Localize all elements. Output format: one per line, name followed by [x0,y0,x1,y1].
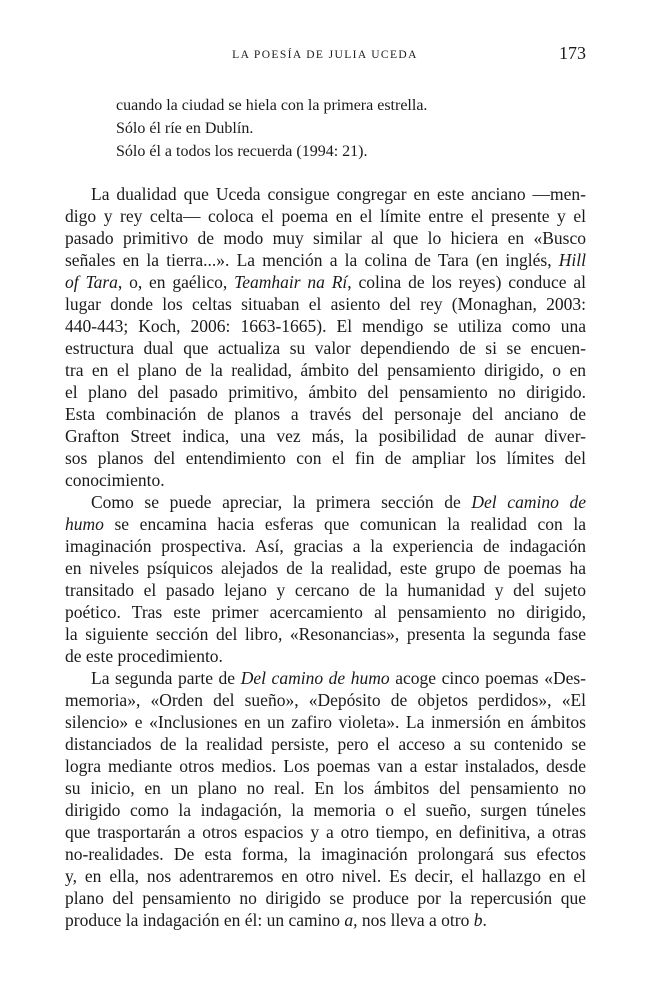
text-line [65,249,586,271]
text-line: en niveles psíquicos alejados de la realidad, este grupo de poemas ha [65,558,586,578]
text-line [65,491,586,513]
text-line: distanciados de la realidad persiste, pero el acceso a su contenido se [65,734,586,754]
running-header [0,43,650,67]
text-line: logra mediante otros medios. Los poemas van a estar instalados, desde [65,756,586,776]
text-line [65,513,586,535]
italic-title: humo [65,514,104,534]
text-run: acoge cinco poemas «Des- [389,668,587,688]
text-line: pasado primitivo de modo muy similar al que lo hiciera en «Busco [65,228,586,248]
text-run: Como se puede apreciar, la primera sección de [91,492,472,512]
text-line: no-realidades. De esta forma, la imaginación prolongará sus efectos [65,844,586,864]
text-run: , colina de los reyes) conduce al [347,272,586,292]
text-line: la siguiente sección del libro, «Resonancias», presenta la segunda fase [65,624,586,644]
text-line: el plano del pasado primitivo, ámbito del pensamiento no dirigido. [65,382,586,402]
italic-letter: a, [344,910,358,930]
body-text [65,183,586,931]
text-line: estructura dual que actualiza su valor dependiendo de si se encuen- [65,338,586,358]
text-line: de este procedimiento. [65,646,223,666]
text-run: se encamina hacia esferas que comunican la realidad con la [103,514,586,534]
text-line: poético. Tras este primer acercamiento al pensamiento no dirigido, [65,602,586,622]
text-line: dirigido como la indagación, la memoria o el sueño, surgen túneles [65,800,586,820]
italic-title: Teamhair na Rí [234,272,348,292]
text-line: silencio» e «Inclusiones en un zafiro violeta». La inmersión en ámbitos [65,712,586,732]
italic-title: Del camino de humo [240,668,390,688]
text-line: 440-443; Koch, 2006: 1663-1665). El mendigo se utiliza como una [65,316,586,336]
italic-title: Del camino de [471,492,586,512]
text-line [65,909,586,931]
running-title: LA POESÍA DE JULIA UCEDA [232,49,418,61]
verse-quotation [116,94,427,163]
text-line [65,667,586,689]
text-run: nos lleva a otro [357,910,474,930]
verse-line: Sólo él a todos los recuerda (1994: 21). [116,143,368,160]
text-line: que trasportarán a otros espacios y a otro tiempo, en definitiva, a otras [65,822,586,842]
text-line: plano del pensamiento no dirigido se produce por la repercusión que [65,888,586,908]
text-line: y, en ella, nos adentraremos en otro nivel. Es decir, el hallazgo en el [65,866,586,886]
text-run: señales en la tierra...». La mención a la colina de Tara (en inglés, [65,250,559,270]
text-line: tra en el plano de la realidad, ámbito del pensamiento dirigido, o en [65,360,586,380]
text-run: La segunda parte de [91,668,241,688]
italic-letter: b [473,910,483,930]
text-line: memoria», «Orden del sueño», «Depósito de objetos perdidos», «El [65,690,586,710]
text-line: su inicio, en un plano no real. En los ámbitos del pensamiento no [65,778,586,798]
text-line: sos planos del entendimiento con el fin de ampliar los límites del [65,448,586,468]
text-line: transitado el pasado lejano y cercano de la humanidad y del sujeto [65,580,586,600]
verse-line: cuando la ciudad se hiela con la primera estrella. [116,97,428,114]
text-run: . [482,910,487,930]
text-line: conocimiento. [65,470,165,490]
text-line: La dualidad que Uceda consigue congregar en este anciano —men- [91,184,586,204]
verse-line: Sólo él ríe en Dublín. [116,120,254,137]
italic-title: Hill [558,250,586,270]
text-line: digo y rey celta— coloca el poema en el límite entre el presente y el [65,206,586,226]
page-number: 173 [559,43,586,63]
text-line: lugar donde los celtas situaban el asiento del rey (Monaghan, 2003: [65,294,586,314]
text-line [65,271,586,293]
text-line: imaginación prospectiva. Así, gracias a la experiencia de indagación [65,536,586,556]
text-run: produce la indagación en él: un camino [65,910,345,930]
text-run: , o, en gaélico, [117,272,235,292]
text-line: Esta combinación de planos a través del personaje del anciano de [65,404,586,424]
italic-title: of Tara [65,272,118,292]
text-line: Grafton Street indica, una vez más, la posibilidad de aunar diver- [65,426,586,446]
